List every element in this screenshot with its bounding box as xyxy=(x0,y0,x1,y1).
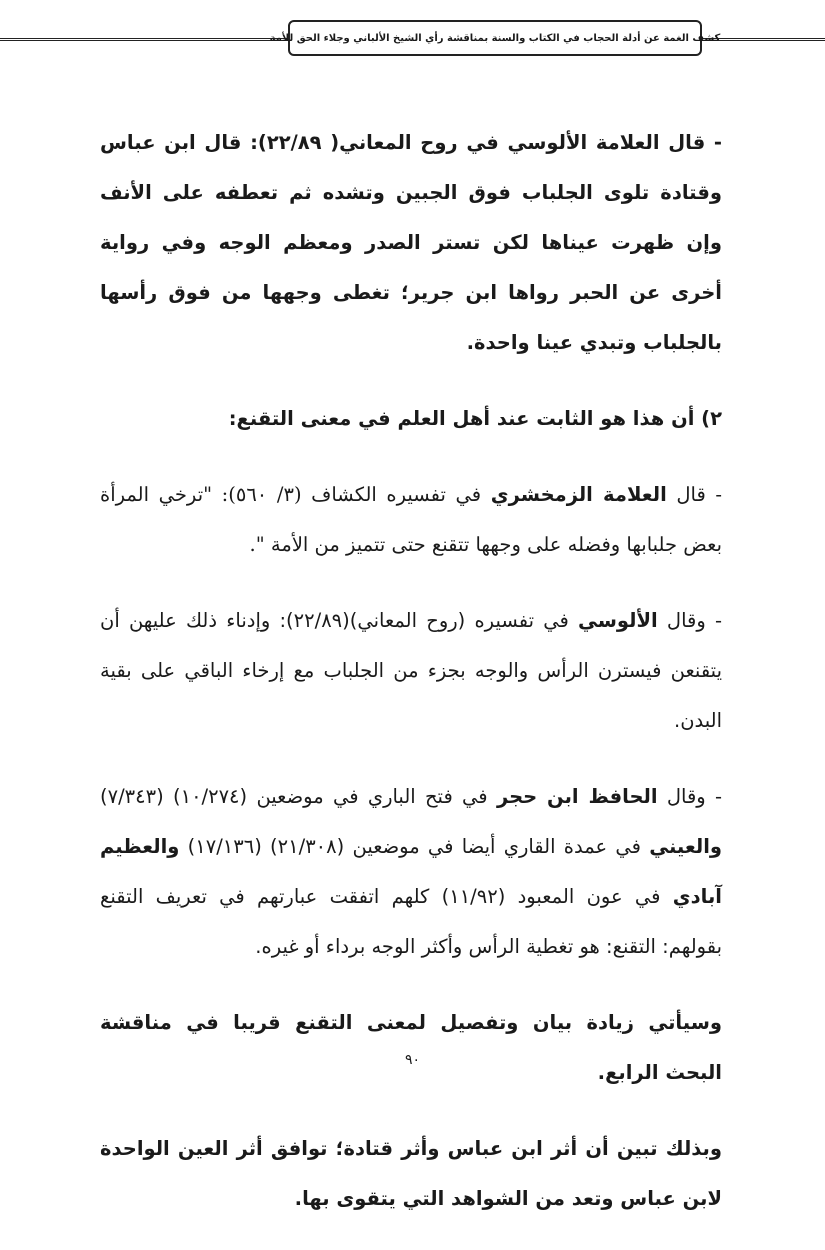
running-header xyxy=(269,20,721,56)
page-number: ٩٠ xyxy=(404,1052,421,1068)
text-run: في عون المعبود (١١/٩٢) كلهم اتفقت عبارتهم في تعريف التقنع بقولهم: xyxy=(100,885,722,958)
text-run: - وقال xyxy=(666,785,723,808)
scholar-name: والعظيم آبادي xyxy=(100,835,722,908)
paragraph-forthcoming: وسيأتي زيادة بيان وتفصيل لمعنى التقنع قريبا في مناقشة البحث الرابع. xyxy=(100,1011,722,1084)
page-body xyxy=(100,118,722,1250)
text-run: في تفسيره (روح المعاني)(٢٢/٨٩): وإدناء ذلك عليهن أن يتقنعن فيسترن الرأس والوجه بجزء من الجلباب مع إرخاء الباقي على بقية البدن. xyxy=(100,609,722,732)
scholar-name: الحافظ ابن حجر xyxy=(496,785,658,808)
paragraph-alusi-tafsir xyxy=(100,596,722,746)
paragraph-zamakhshari xyxy=(100,470,722,570)
paragraph-alusi-quote: - قال العلامة الألوسي في روح المعاني( ٢٢/٨٩): قال ابن عباس وقتادة تلوى الجلباب فوق الجبين وتشده ثم تعطفه على الأنف وإن ظهرت عيناها لكن تستر الصدر ومعظم الوجه وفي رواية أخرى عن الحبر رواها ابن جرير؛ تغطى وجهها من فوق رأسها بالجلباب وتبدي عينا واحدة. xyxy=(100,131,722,354)
text-run: في عمدة القاري أيضا في موضعين (٢١/٣٠٨) (١٧/١٣٦) xyxy=(187,835,641,858)
book-title: كشف الغمة عن أدلة الحجاب في الكتاب والسنة بمناقشة رأي الشيخ الألباني وجلاء الحق للأمة xyxy=(269,32,721,44)
text-run: - وقال xyxy=(666,609,722,632)
text-run: في فتح الباري في موضعين (١٠/٢٧٤) (٧/٣٤٣) xyxy=(100,785,488,808)
definition: التقنع: هو تغطية الرأس وأكثر الوجه برداء أو غيره. xyxy=(255,935,656,958)
scholar-name: الألوسي xyxy=(578,609,658,632)
scholar-name: والعيني xyxy=(649,835,723,858)
paragraph-ibn-hajar xyxy=(100,772,722,972)
paragraph-conclusion: وبذلك تبين أن أثر ابن عباس وأثر قتادة؛ توافق أثر العين الواحدة لابن عباس وتعد من الشواهد التي يتقوى بها. xyxy=(100,1137,722,1210)
text-run: في تفسيره الكشاف (٣/ ٥٦٠): "ترخي المرأة بعض جلبابها وفضله على وجهها تتقنع حتى تتميز من الأمة ". xyxy=(100,483,722,556)
text-run: - قال xyxy=(676,483,722,506)
scholar-name: العلامة الزمخشري xyxy=(490,483,667,506)
paragraph-heading-taqannu: ٢) أن هذا هو الثابت عند أهل العلم في معنى التقنع: xyxy=(228,407,722,430)
